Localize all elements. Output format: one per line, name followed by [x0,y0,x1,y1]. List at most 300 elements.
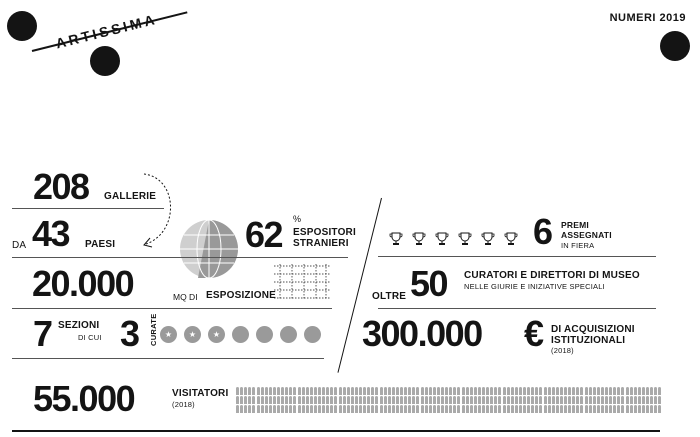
visitor-icon [466,405,469,413]
visitor-icon [474,405,477,413]
visitor-icon [466,387,469,395]
visitor-icon [441,405,444,413]
visitor-icon [621,387,624,395]
galleries-value: 208 [33,166,89,207]
visitor-icon [511,405,514,413]
curated-label: CURATE [149,313,158,346]
visitor-icon [326,405,329,413]
visitor-icon [626,387,629,395]
visitor-icon [330,387,333,395]
visitor-icon [437,405,440,413]
curators-label-2: NELLE GIURIE E INIZIATIVE SPECIALI [464,282,605,291]
visitor-icon [585,396,588,404]
visitor-icon [564,396,567,404]
visitor-icon [351,387,354,395]
visitor-icon [412,387,415,395]
visitor-icon [322,405,325,413]
visitor-icon [457,405,460,413]
visitor-icon [642,405,645,413]
visitor-icon [630,396,633,404]
visitor-icon [630,387,633,395]
visitor-icon [650,387,653,395]
visitor-icon [621,396,624,404]
sections-label-1: SEZIONI [58,320,100,331]
visitor-icon [593,405,596,413]
acquisitions-label-2: ISTITUZIONALI [551,335,626,346]
visitor-icon [351,405,354,413]
visitor-icon [273,387,276,395]
visitor-icon [289,405,292,413]
awards-label-2: ASSEGNATI [561,230,612,240]
visitor-icon [589,387,592,395]
visitor-icon [433,387,436,395]
visitor-icon [273,396,276,404]
visitor-icon [441,396,444,404]
visitor-icon [482,396,485,404]
visitor-icon [515,405,518,413]
visitor-icon [560,387,563,395]
visitor-icon [490,396,493,404]
visitor-icon [326,396,329,404]
visitor-icon [593,387,596,395]
visitor-icon [613,396,616,404]
visitor-icon [314,396,317,404]
visitor-icon [638,387,641,395]
visitor-icon [474,396,477,404]
visitor-icon [380,387,383,395]
visitor-icon [306,387,309,395]
visitor-icon [519,405,522,413]
visitor-icon [371,387,374,395]
visitor-icon [347,396,350,404]
curators-value: 50 [410,263,448,304]
visitor-icon [347,405,350,413]
visitor-icon [634,387,637,395]
visitor-icon [605,387,608,395]
visitor-icon [560,396,563,404]
visitor-icon [367,405,370,413]
visitor-icon [425,396,428,404]
visitor-icon [441,387,444,395]
visitor-icon [289,387,292,395]
galleries-label: GALLERIE [104,191,157,202]
visitor-icon [511,387,514,395]
visitor-icon [617,387,620,395]
visitor-icon [601,405,604,413]
visitor-icon [523,387,526,395]
visitor-icon [478,387,481,395]
visitor-icon [252,387,255,395]
awards-value: 6 [533,211,552,252]
visitor-icon [396,396,399,404]
visitor-icon [535,396,538,404]
visitor-icon [568,387,571,395]
visitor-icon [572,396,575,404]
visitor-icon [527,396,530,404]
visitor-icon [318,396,321,404]
visitor-icon [429,387,432,395]
visitor-icon [257,387,260,395]
visitor-icon [298,405,301,413]
rule-1 [12,208,164,209]
visitor-icon [494,396,497,404]
visitor-icon [318,405,321,413]
visitor-icon [343,396,346,404]
visitor-icon [638,396,641,404]
visitor-icon [248,405,251,413]
visitor-icon [572,405,575,413]
visitor-icon [658,405,661,413]
area-label: ESPOSIZIONE [206,290,276,301]
visitor-icon [240,387,243,395]
visitor-icon [359,396,362,404]
visitor-icon [334,387,337,395]
visitor-icon [654,396,657,404]
visitor-icon [285,387,288,395]
visitor-icon [298,387,301,395]
visitor-icon [498,396,501,404]
visitor-icon [384,387,387,395]
visitor-icon [605,396,608,404]
visitor-icon [503,396,506,404]
visitor-icon [257,405,260,413]
visitor-icon [589,396,592,404]
visitor-icon [580,396,583,404]
visitor-icon [544,387,547,395]
visitor-icon [384,396,387,404]
visitor-icon [486,387,489,395]
visitor-icon [626,405,629,413]
visitor-icon [375,405,378,413]
area-value: 20.000 [32,263,134,304]
visitor-icon [585,405,588,413]
visitor-icon [269,405,272,413]
visitor-icon [482,405,485,413]
trophy-icon [481,232,495,246]
visitor-icon [449,396,452,404]
visitor-icon [269,387,272,395]
visitor-icon [457,396,460,404]
section-circle-icon [232,326,249,343]
trophy-icon [504,232,518,246]
visitor-icon [494,387,497,395]
visitor-icon [425,405,428,413]
visitor-icon [380,396,383,404]
visitor-icon [429,396,432,404]
visitor-icon [531,405,534,413]
visitor-icon [261,396,264,404]
visitor-icon [617,396,620,404]
awards-label-3: IN FIERA [561,241,595,250]
section-circle-icon [280,326,297,343]
visitor-icon [355,387,358,395]
visitor-icon [564,405,567,413]
visitor-icon [626,396,629,404]
visitor-icon [310,405,313,413]
logo-text: ARTISSIMA [54,10,159,52]
visitor-icon [404,396,407,404]
visitor-icon [470,387,473,395]
visitor-icon [248,396,251,404]
section-circle-icon [304,326,321,343]
visitor-icon [568,405,571,413]
grid-icon [272,262,332,302]
visitors-label-2: (2018) [172,400,195,409]
visitor-icon [593,396,596,404]
visitor-icon [519,396,522,404]
visitor-icon [363,387,366,395]
visitor-icon [498,405,501,413]
visitor-icon [449,387,452,395]
visitor-icon [605,405,608,413]
visitor-icon [535,387,538,395]
visitor-icon [293,396,296,404]
visitor-icon [462,405,465,413]
visitor-icon [486,405,489,413]
visitor-icon [310,387,313,395]
visitor-icon [363,396,366,404]
visitor-icon [293,405,296,413]
visitor-icon [556,387,559,395]
countries-value: 43 [32,213,70,254]
visitor-icon [236,396,239,404]
visitor-icon [470,396,473,404]
visitors-label-1: VISITATORI [172,388,229,399]
curators-label-1: CURATORI E DIRETTORI DI MUSEO [464,270,640,281]
visitor-icon [490,405,493,413]
visitor-icon [609,405,612,413]
visitor-icon [642,387,645,395]
visitor-icon [609,396,612,404]
visitor-icon [330,396,333,404]
visitor-icon [339,387,342,395]
visitor-icon [470,405,473,413]
visitor-icon [236,405,239,413]
visitor-icon [396,405,399,413]
visitor-icon [322,387,325,395]
visitor-icon [445,396,448,404]
visitor-icon [576,396,579,404]
visitor-icon [507,396,510,404]
foreign-label-2: STRANIERI [293,238,349,249]
visitor-icon [544,396,547,404]
visitor-icon [388,405,391,413]
foreign-unit: % [293,214,302,224]
visitor-icon [494,405,497,413]
visitor-icon [388,387,391,395]
sections-value: 7 [33,313,52,354]
visitor-icon [580,387,583,395]
visitor-icon [585,387,588,395]
visitor-icon [531,387,534,395]
visitor-icon [576,405,579,413]
visitor-icon [392,396,395,404]
visitor-icon [630,405,633,413]
visitor-icon [601,396,604,404]
visitor-icon [552,387,555,395]
visitor-icon [523,405,526,413]
visitor-icon [248,387,251,395]
visitor-icon [265,387,268,395]
visitor-icon [544,405,547,413]
decorative-dot-top-right [660,31,690,61]
visitor-icon [384,405,387,413]
visitor-icon [548,387,551,395]
visitor-icon [498,387,501,395]
visitor-icon [244,396,247,404]
visitor-icon [412,396,415,404]
curated-section-star-icon: ★ [208,326,225,343]
visitor-icon [478,396,481,404]
visitor-icon [539,387,542,395]
visitor-icon [302,396,305,404]
acquisitions-label-1: DI ACQUISIZIONI [551,324,635,335]
visitor-icon [371,405,374,413]
foreign-value: 62 [245,214,283,255]
visitor-icon [355,405,358,413]
visitor-icon [380,405,383,413]
visitor-icon [240,405,243,413]
visitor-icon [293,387,296,395]
visitor-icon [449,405,452,413]
visitor-icon [437,396,440,404]
visitor-icon [646,387,649,395]
visitor-icon [371,396,374,404]
countries-prefix: DA [12,240,27,251]
visitor-icon [330,405,333,413]
visitor-icon [400,387,403,395]
visitor-icon [273,405,276,413]
visitor-icon [396,387,399,395]
visitor-icon [490,387,493,395]
visitor-icon [421,405,424,413]
visitor-icon [281,405,284,413]
visitor-icon [318,387,321,395]
visitor-icon [621,405,624,413]
visitor-icon [404,387,407,395]
visitor-icon [474,387,477,395]
visitor-icon [265,396,268,404]
visitor-icon [388,396,391,404]
visitor-icon [392,387,395,395]
visitor-icon [416,396,419,404]
visitor-icon [453,405,456,413]
visitor-icon [408,387,411,395]
visitor-icon [326,387,329,395]
visitor-icon [343,405,346,413]
visitor-icon [437,387,440,395]
visitor-icon [564,387,567,395]
visitor-icon [597,405,600,413]
visitor-icon [572,387,575,395]
visitor-icon [568,396,571,404]
visitor-icon [281,387,284,395]
area-unit: MQ DI [173,292,198,302]
section-circle-icon [256,326,273,343]
arrow-curve-icon [138,172,182,252]
visitor-icon [421,387,424,395]
visitor-icon [503,405,506,413]
visitor-icon [552,405,555,413]
countries-label: PAESI [85,239,116,250]
visitor-icon [404,405,407,413]
visitor-icon [576,387,579,395]
visitor-icon [654,405,657,413]
curators-prefix: OLTRE [372,291,407,302]
visitor-icon [556,396,559,404]
awards-label-1: PREMI [561,220,589,230]
visitor-icon [421,396,424,404]
visitor-icon [634,405,637,413]
globe-icon [178,218,240,280]
bottom-rule [12,430,660,432]
visitor-icon [412,405,415,413]
visitor-icon [285,405,288,413]
visitor-icon [334,405,337,413]
rule-2 [12,257,348,258]
visitor-icon [515,396,518,404]
acquisitions-label-3: (2018) [551,346,574,355]
visitor-icon [310,396,313,404]
curated-section-star-icon: ★ [184,326,201,343]
visitor-icon [507,387,510,395]
visitor-icon [339,396,342,404]
rule-6 [378,308,656,309]
visitor-icon [433,396,436,404]
visitor-icon [523,396,526,404]
visitor-icon [597,396,600,404]
visitor-icon [658,396,661,404]
visitor-icon [515,387,518,395]
visitor-icon [367,387,370,395]
visitor-icon [314,405,317,413]
trophy-icon [435,232,449,246]
visitor-icon [252,405,255,413]
visitor-icon [478,405,481,413]
visitor-icon [539,396,542,404]
year-label: NUMERI 2019 [609,12,686,24]
visitor-icon [289,396,292,404]
visitor-icon [252,396,255,404]
visitor-icon [408,396,411,404]
visitor-icon [654,387,657,395]
visitor-icon [646,405,649,413]
visitor-icon [527,405,530,413]
visitor-icon [302,387,305,395]
visitor-icon [375,396,378,404]
visitor-icon [322,396,325,404]
visitor-icon [650,396,653,404]
visitor-icon [462,387,465,395]
visitor-icon [339,405,342,413]
visitor-icon [416,405,419,413]
visitor-icon [646,396,649,404]
rule-3 [12,308,332,309]
visitor-icon [306,405,309,413]
visitor-icon [257,396,260,404]
visitor-icon [589,405,592,413]
trophy-icon [412,232,426,246]
visitor-icon [314,387,317,395]
visitor-icon [363,405,366,413]
visitor-icon [539,405,542,413]
rule-4 [12,358,324,359]
visitor-icon [642,396,645,404]
visitor-icon [486,396,489,404]
visitor-icon [347,387,350,395]
visitor-icon [503,387,506,395]
visitor-icon [277,405,280,413]
